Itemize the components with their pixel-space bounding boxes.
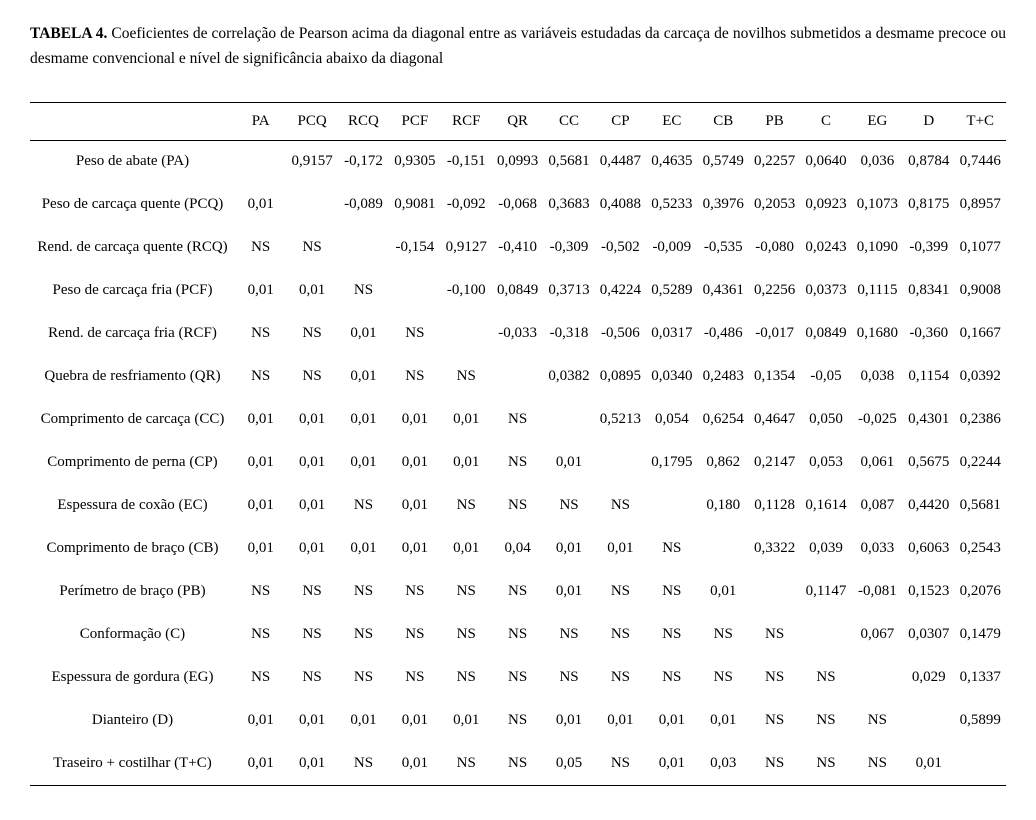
correlation-cell: 0,01	[247, 712, 274, 729]
correlation-cell: NS	[508, 583, 528, 600]
column-header: PB	[765, 112, 784, 129]
correlation-cell: NS	[251, 669, 271, 686]
correlation-cell: 0,8784	[908, 153, 950, 170]
correlation-cell: 0,03	[710, 754, 737, 771]
correlation-cell: 0,2543	[959, 540, 1001, 557]
correlation-cell: 0,01	[350, 454, 377, 471]
correlation-cell: 0,5681	[959, 497, 1001, 514]
correlation-cell: 0,9127	[445, 239, 487, 256]
correlation-cell: 0,8957	[959, 196, 1001, 213]
correlation-cell: -0,399	[909, 239, 949, 256]
correlation-cell: 0,1667	[959, 325, 1001, 342]
correlation-cell: NS	[662, 583, 682, 600]
table-body	[30, 140, 1006, 785]
correlation-cell: -0,318	[549, 325, 589, 342]
correlation-cell: NS	[610, 754, 631, 771]
correlation-cell	[646, 484, 697, 527]
correlation-cell: 0,061	[860, 454, 895, 471]
correlation-cell: 0,9305	[394, 153, 436, 170]
correlation-cell: 0,1090	[856, 239, 898, 256]
correlation-cell: 0,01	[247, 497, 274, 514]
correlation-cell: 0,01	[453, 540, 480, 557]
correlation-cell: NS	[508, 411, 528, 428]
correlation-cell: 0,01	[350, 712, 377, 729]
correlation-cell	[954, 742, 1006, 785]
correlation-cell: 0,033	[860, 540, 895, 557]
correlation-cell: -0,502	[601, 239, 640, 256]
correlation-cell: NS	[405, 669, 425, 686]
correlation-cell: 0,3976	[702, 196, 744, 213]
correlation-cell: 0,180	[706, 497, 741, 514]
correlation-cell: 0,01	[247, 282, 274, 299]
row-label: Perímetro de braço (PB)	[59, 583, 206, 600]
correlation-cell: 0,029	[911, 669, 946, 686]
table-row	[30, 140, 1006, 183]
correlation-cell: 0,1354	[753, 368, 796, 385]
correlation-cell: 0,01	[453, 712, 480, 729]
correlation-cell: 0,01	[298, 754, 326, 771]
correlation-cell: NS	[353, 754, 374, 771]
correlation-cell: 0,01	[607, 712, 634, 729]
row-label: Conformação (C)	[79, 626, 186, 643]
correlation-cell: 0,087	[860, 497, 895, 514]
correlation-cell: 0,2386	[959, 411, 1001, 428]
correlation-cell: NS	[765, 669, 785, 686]
correlation-cell	[286, 183, 337, 226]
correlation-cell: 0,01	[401, 540, 428, 557]
correlation-cell: -0,360	[909, 325, 949, 342]
correlation-cell: 0,8341	[908, 282, 950, 299]
table-row	[30, 742, 1006, 785]
correlation-cell: NS	[405, 583, 425, 600]
correlation-cell: 0,2257	[753, 153, 796, 170]
row-label: Traseiro + costilhar (T+C)	[53, 754, 212, 771]
correlation-cell: 0,3322	[753, 540, 796, 557]
correlation-cell: 0,4224	[599, 282, 642, 299]
column-header: PCQ	[297, 112, 327, 129]
correlation-cell: -0,100	[446, 282, 486, 299]
correlation-cell: 0,01	[247, 411, 274, 428]
correlation-cell: NS	[559, 497, 579, 514]
table-caption-text: Coeficientes de correlação de Pearson acima da diagonal entre as variáveis estudadas da carcaça de novilhos submetidos a desmame precoce ou desmame convencional e nível de significância abaixo da diagonal	[30, 25, 1007, 67]
correlation-cell: 0,1128	[754, 497, 795, 514]
correlation-cell: NS	[251, 368, 271, 385]
correlation-cell: NS	[610, 497, 631, 514]
correlation-cell: 0,0640	[805, 153, 847, 170]
correlation-cell: NS	[508, 754, 528, 771]
correlation-cell: -0,017	[755, 325, 794, 342]
correlation-cell: NS	[353, 497, 374, 514]
correlation-cell: NS	[508, 497, 528, 514]
column-header: CP	[611, 112, 630, 129]
correlation-cell: NS	[302, 325, 322, 342]
correlation-cell: 0,01	[350, 368, 377, 385]
correlation-cell: 0,4635	[651, 153, 693, 170]
row-label: Quebra de resfriamento (QR)	[44, 368, 221, 385]
correlation-cell: NS	[353, 583, 374, 600]
correlation-cell: 0,4487	[599, 153, 642, 170]
correlation-cell: NS	[867, 712, 887, 729]
correlation-cell: NS	[610, 669, 631, 686]
correlation-cell: 0,0923	[805, 196, 847, 213]
row-label: Espessura de gordura (EG)	[51, 669, 214, 686]
correlation-cell: 0,01	[401, 454, 428, 471]
correlation-cell: 0,01	[298, 540, 326, 557]
table-row	[30, 441, 1006, 484]
correlation-cell: -0,506	[601, 325, 640, 342]
correlation-cell: 0,1795	[651, 454, 693, 471]
correlation-cell: 0,6254	[702, 411, 744, 428]
table-row	[30, 699, 1006, 742]
correlation-cell: 0,01	[453, 411, 480, 428]
correlation-cell: -0,535	[703, 239, 743, 256]
table-caption	[30, 22, 1006, 72]
correlation-cell	[800, 613, 851, 656]
correlation-cell: 0,2244	[959, 454, 1001, 471]
correlation-cell: 0,01	[555, 454, 583, 471]
header-row	[30, 102, 1006, 140]
correlation-cell: NS	[508, 626, 528, 643]
correlation-cell: 0,01	[298, 497, 326, 514]
correlation-cell: 0,01	[915, 754, 942, 771]
correlation-cell: 0,01	[298, 411, 326, 428]
correlation-cell: NS	[251, 325, 271, 342]
correlation-cell: NS	[662, 540, 682, 557]
correlation-cell: NS	[302, 368, 322, 385]
correlation-cell: 0,1523	[908, 583, 950, 600]
correlation-cell: 0,0895	[599, 368, 642, 385]
correlation-cell: NS	[456, 583, 476, 600]
correlation-cell: 0,050	[809, 411, 843, 428]
correlation-cell: NS	[610, 626, 631, 643]
row-label: Peso de abate (PA)	[75, 153, 190, 170]
column-header: C	[820, 112, 831, 129]
correlation-cell: -0,092	[446, 196, 486, 213]
correlation-cell: 0,01	[401, 754, 428, 771]
correlation-cell	[595, 441, 646, 484]
correlation-cell: 0,1614	[805, 497, 847, 514]
correlation-cell: NS	[251, 626, 271, 643]
correlation-cell: -0,410	[498, 239, 538, 256]
correlation-cell: 0,01	[247, 196, 274, 213]
correlation-cell: NS	[816, 712, 836, 729]
correlation-cell: 0,2147	[753, 454, 796, 471]
table-row	[30, 656, 1006, 699]
correlation-cell: -0,309	[549, 239, 589, 256]
correlation-cell: NS	[559, 669, 579, 686]
correlation-cell: NS	[456, 497, 476, 514]
correlation-cell: 0,4301	[908, 411, 950, 428]
correlation-cell: 0,7446	[959, 153, 1001, 170]
correlation-cell: 0,01	[555, 712, 583, 729]
correlation-cell: NS	[713, 626, 733, 643]
correlation-cell: NS	[713, 669, 733, 686]
correlation-cell: 0,01	[658, 754, 685, 771]
correlation-cell: 0,5213	[599, 411, 642, 428]
correlation-cell: 0,1680	[856, 325, 898, 342]
row-label: Rend. de carcaça quente (RCQ)	[37, 239, 228, 256]
correlation-cell: 0,0849	[497, 282, 539, 299]
correlation-cell: 0,05	[555, 754, 583, 771]
correlation-cell: 0,01	[350, 411, 377, 428]
correlation-cell: 0,9008	[959, 282, 1001, 299]
correlation-cell: 0,3683	[548, 196, 590, 213]
correlation-cell: 0,01	[658, 712, 685, 729]
correlation-cell: 0,01	[247, 540, 274, 557]
correlation-cell: NS	[456, 754, 476, 771]
correlation-cell: NS	[405, 626, 425, 643]
table-row	[30, 484, 1006, 527]
correlation-cell: 0,0340	[651, 368, 693, 385]
correlation-cell: NS	[405, 368, 425, 385]
correlation-cell: 0,0382	[548, 368, 590, 385]
correlation-cell: 0,5749	[702, 153, 744, 170]
correlation-cell: 0,2076	[959, 583, 1001, 600]
table-row	[30, 312, 1006, 355]
correlation-cell: 0,0392	[959, 368, 1001, 385]
row-label: Peso de carcaça quente (PCQ)	[41, 196, 224, 213]
table-row	[30, 226, 1006, 269]
correlation-cell: 0,2483	[702, 368, 744, 385]
correlation-cell: NS	[302, 626, 322, 643]
correlation-cell: 0,5899	[959, 712, 1001, 729]
correlation-cell: 0,8175	[908, 196, 950, 213]
correlation-cell: 0,01	[555, 540, 583, 557]
column-header: EG	[867, 112, 888, 129]
correlation-cell	[698, 527, 749, 570]
correlation-cell: 0,1147	[805, 583, 847, 600]
correlation-cell: NS	[508, 669, 528, 686]
correlation-cell	[749, 570, 800, 613]
correlation-cell: NS	[302, 583, 322, 600]
correlation-cell	[903, 699, 954, 742]
row-label: Comprimento de braço (CB)	[46, 540, 219, 557]
correlation-cell: 0,0373	[805, 282, 847, 299]
correlation-cell: 0,01	[607, 540, 634, 557]
correlation-cell: 0,4647	[753, 411, 796, 428]
row-label: Peso de carcaça fria (PCF)	[52, 282, 213, 299]
correlation-cell: -0,068	[498, 196, 538, 213]
correlation-cell: NS	[508, 712, 528, 729]
correlation-cell: NS	[508, 454, 528, 471]
column-header: T+C	[966, 112, 995, 129]
column-header: PCF	[401, 112, 429, 129]
table-header	[30, 102, 1006, 140]
correlation-cell: 0,054	[654, 411, 689, 428]
correlation-cell: 0,01	[401, 411, 428, 428]
column-header: QR	[507, 112, 529, 129]
table-row	[30, 570, 1006, 613]
correlation-cell: NS	[765, 754, 785, 771]
correlation-cell: 0,3713	[548, 282, 590, 299]
correlation-cell: 0,0307	[908, 626, 950, 643]
correlation-cell: -0,172	[344, 153, 383, 170]
correlation-cell: 0,01	[247, 754, 274, 771]
correlation-cell: 0,6063	[908, 540, 950, 557]
correlation-cell: NS	[662, 669, 682, 686]
column-header: RCF	[452, 112, 481, 129]
correlation-cell: 0,039	[809, 540, 843, 557]
table-row	[30, 269, 1006, 312]
correlation-cell: NS	[353, 282, 374, 299]
correlation-cell: 0,01	[555, 583, 583, 600]
correlation-cell: 0,0243	[805, 239, 847, 256]
row-label: Rend. de carcaça fria (RCF)	[48, 325, 217, 342]
correlation-cell: NS	[353, 626, 374, 643]
correlation-cell: NS	[662, 626, 682, 643]
correlation-cell: NS	[251, 583, 271, 600]
table-row	[30, 527, 1006, 570]
correlation-cell: NS	[765, 626, 785, 643]
correlation-cell: 0,2256	[753, 282, 796, 299]
correlation-cell: -0,154	[395, 239, 435, 256]
correlation-cell: NS	[456, 368, 476, 385]
correlation-cell: 0,01	[401, 712, 428, 729]
column-header: CC	[559, 112, 580, 129]
column-header: D	[923, 112, 935, 129]
correlation-cell: 0,1115	[857, 282, 898, 299]
correlation-cell: -0,151	[446, 153, 486, 170]
correlation-cell: 0,5681	[548, 153, 590, 170]
correlation-cell: -0,05	[810, 368, 842, 385]
correlation-cell: 0,0317	[651, 325, 693, 342]
correlation-cell: -0,089	[344, 196, 383, 213]
correlation-cell: 0,5289	[651, 282, 693, 299]
header-empty-cell	[30, 102, 235, 140]
correlation-cell	[235, 140, 286, 183]
correlation-cell: -0,033	[498, 325, 538, 342]
correlation-cell	[338, 226, 389, 269]
correlation-cell: 0,01	[401, 497, 428, 514]
correlation-cell: NS	[559, 626, 579, 643]
correlation-cell: NS	[251, 239, 271, 256]
correlation-cell: 0,01	[247, 454, 274, 471]
correlation-cell: 0,053	[809, 454, 843, 471]
correlation-cell	[492, 355, 543, 398]
correlation-cell: NS	[610, 583, 631, 600]
correlation-cell: 0,01	[298, 454, 326, 471]
correlation-cell: 0,036	[860, 153, 895, 170]
correlation-cell: NS	[456, 626, 476, 643]
correlation-cell: 0,4088	[599, 196, 642, 213]
row-label: Dianteiro (D)	[91, 712, 174, 729]
correlation-cell: 0,01	[453, 454, 480, 471]
table-row	[30, 398, 1006, 441]
column-header: PA	[251, 112, 270, 129]
correlation-cell: NS	[302, 239, 322, 256]
row-label: Espessura de coxão (EC)	[57, 497, 208, 514]
correlation-cell: NS	[867, 754, 887, 771]
correlation-cell: NS	[302, 669, 322, 686]
correlation-cell: 0,2053	[753, 196, 796, 213]
correlation-cell: 0,1077	[959, 239, 1001, 256]
row-label: Comprimento de carcaça (CC)	[40, 411, 225, 428]
correlation-cell: NS	[456, 669, 476, 686]
correlation-table	[30, 102, 1006, 786]
correlation-cell: NS	[765, 712, 785, 729]
correlation-cell: 0,4361	[702, 282, 744, 299]
correlation-cell: NS	[816, 754, 836, 771]
correlation-cell: 0,038	[860, 368, 895, 385]
correlation-cell	[543, 398, 594, 441]
correlation-cell: 0,1154	[908, 368, 950, 385]
correlation-cell: 0,01	[350, 325, 377, 342]
correlation-cell: 0,1479	[959, 626, 1001, 643]
correlation-cell: NS	[353, 669, 374, 686]
column-header: RCQ	[348, 112, 379, 129]
correlation-cell: 0,01	[350, 540, 377, 557]
correlation-cell: 0,9157	[291, 153, 333, 170]
correlation-cell	[852, 656, 903, 699]
correlation-cell: 0,5675	[908, 454, 950, 471]
correlation-cell: -0,080	[755, 239, 794, 256]
correlation-cell: NS	[405, 325, 425, 342]
correlation-cell: 0,04	[504, 540, 531, 557]
table-row	[30, 613, 1006, 656]
correlation-cell: 0,1337	[959, 669, 1001, 686]
correlation-cell: -0,486	[703, 325, 743, 342]
correlation-cell: -0,009	[652, 239, 692, 256]
correlation-cell: 0,9081	[394, 196, 436, 213]
correlation-cell: 0,862	[706, 454, 741, 471]
correlation-cell: 0,4420	[908, 497, 950, 514]
correlation-cell: 0,01	[710, 712, 737, 729]
column-header: CB	[713, 112, 734, 129]
correlation-cell: 0,067	[860, 626, 895, 643]
table-caption-label: TABELA 4.	[30, 25, 108, 42]
correlation-cell	[441, 312, 492, 355]
row-label: Comprimento de perna (CP)	[47, 454, 218, 471]
correlation-cell	[389, 269, 440, 312]
table-row	[30, 355, 1006, 398]
correlation-cell: 0,0993	[497, 153, 539, 170]
correlation-cell: 0,01	[298, 712, 326, 729]
column-header: EC	[662, 112, 682, 129]
correlation-cell: -0,025	[858, 411, 897, 428]
correlation-cell: -0,081	[858, 583, 897, 600]
correlation-cell: NS	[816, 669, 836, 686]
correlation-cell: 0,01	[710, 583, 737, 600]
table-row	[30, 183, 1006, 226]
correlation-cell: 0,01	[298, 282, 326, 299]
correlation-cell: 0,0849	[805, 325, 847, 342]
correlation-cell: 0,1073	[856, 196, 898, 213]
correlation-cell: 0,5233	[651, 196, 693, 213]
